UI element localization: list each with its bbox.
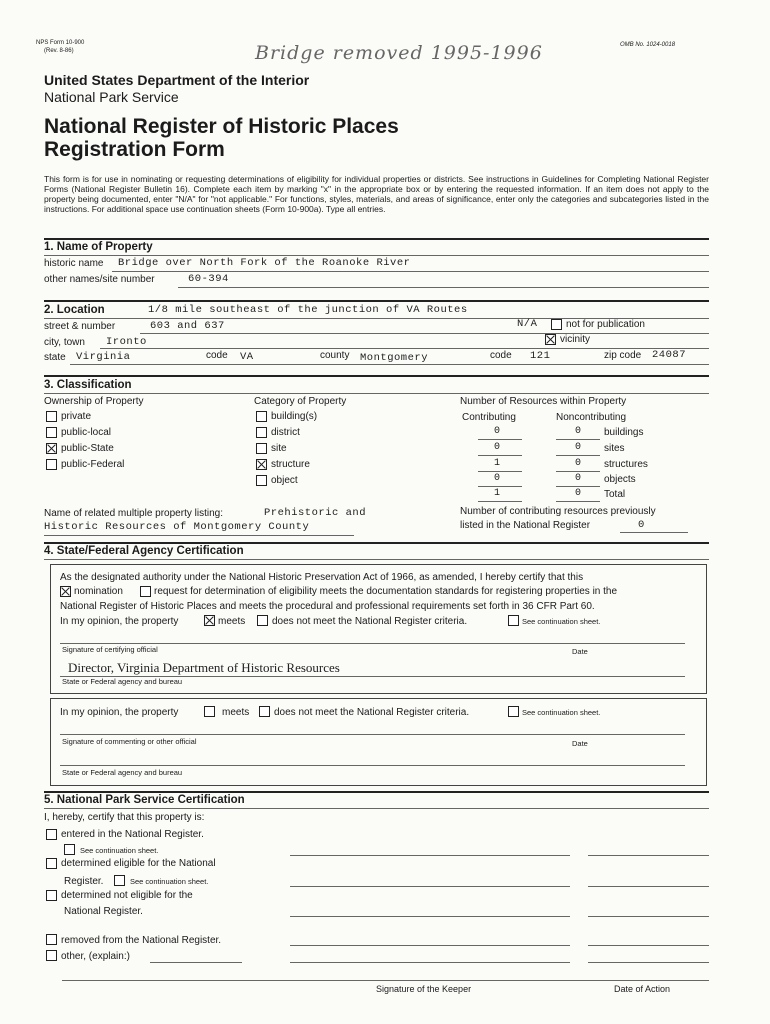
cert-text-c: National Register of Historic Places and meets the procedural and professional requirements set forth in 36 CFR Part 60.: [60, 601, 595, 612]
other-names-value[interactable]: 60-394: [188, 273, 229, 285]
meets-checkbox[interactable]: [204, 615, 215, 626]
county-code-value[interactable]: 121: [530, 350, 551, 362]
meets2-label: meets: [222, 707, 250, 718]
opinion-label: In my opinion, the property: [60, 616, 179, 627]
contributing-header: Contributing: [462, 412, 516, 423]
vicinity-checkbox[interactable]: [545, 334, 556, 345]
noncontrib-objects[interactable]: 0: [574, 473, 581, 484]
city-value[interactable]: Ironto: [106, 336, 147, 348]
opinion2-label: In my opinion, the property: [60, 707, 179, 718]
previous-listed-label-2: listed in the National Register: [460, 520, 591, 531]
other-checkbox[interactable]: [46, 950, 57, 961]
removed-checkbox[interactable]: [46, 934, 57, 945]
section-2-title: 2. Location: [44, 304, 105, 316]
contrib-objects[interactable]: 0: [493, 473, 500, 484]
not-for-publication-checkbox[interactable]: [551, 319, 562, 330]
see-cont-2-label: See continuation sheet.: [130, 877, 209, 886]
type-total: Total: [604, 489, 626, 500]
category-structure-label: structure: [271, 459, 310, 470]
other-label: other, (explain:): [61, 951, 130, 962]
entered-checkbox[interactable]: [46, 829, 57, 840]
zip-value[interactable]: 24087: [652, 349, 687, 361]
category-label: Category of Property: [254, 396, 347, 407]
removed-label: removed from the National Register.: [61, 935, 222, 946]
contrib-total[interactable]: 1: [493, 488, 500, 499]
ownership-label: Ownership of Property: [44, 396, 144, 407]
noncontributing-header: Noncontributing: [556, 412, 627, 423]
not-eligible-label-1: determined not eligible for the: [61, 890, 193, 901]
type-objects: objects: [604, 474, 636, 485]
code-label: code: [206, 350, 228, 361]
section-3-title: 3. Classification: [44, 379, 132, 391]
category-district-checkbox[interactable]: [256, 427, 267, 438]
state-label: state: [44, 352, 66, 363]
ownership-public-federal-label: public-Federal: [61, 459, 125, 470]
not-for-publication-label: not for publication: [566, 319, 645, 330]
department: United States Department of the Interior: [44, 72, 310, 88]
ownership-private-label: private: [61, 411, 92, 422]
street-label: street & number: [44, 321, 116, 332]
county-code-label: code: [490, 350, 512, 361]
section-5-title: 5. National Park Service Certification: [44, 794, 245, 806]
category-district-label: district: [271, 427, 300, 438]
type-sites: sites: [604, 443, 625, 454]
category-buildings-checkbox[interactable]: [256, 411, 267, 422]
ownership-public-state-checkbox[interactable]: [46, 443, 57, 454]
contrib-structures[interactable]: 1: [493, 458, 500, 469]
location-value[interactable]: 1/8 mile southeast of the junction of VA Routes: [148, 304, 468, 316]
eligible-label-1: determined eligible for the National: [61, 858, 216, 869]
nomination-checkbox[interactable]: [60, 586, 71, 597]
see-cont-1-label: See continuation sheet.: [80, 846, 159, 855]
service: National Park Service: [44, 89, 179, 105]
ownership-public-local-checkbox[interactable]: [46, 427, 57, 438]
eligible-label-2: Register.: [64, 876, 104, 887]
na-value[interactable]: N/A: [517, 318, 538, 330]
noncontrib-total[interactable]: 0: [574, 488, 581, 499]
eligible-checkbox[interactable]: [46, 858, 57, 869]
city-label: city, town: [44, 337, 85, 348]
continuation-sheet-label: See continuation sheet.: [522, 617, 601, 626]
contrib-sites[interactable]: 0: [493, 442, 500, 453]
section-4-title: 4. State/Federal Agency Certification: [44, 545, 244, 557]
category-structure-checkbox[interactable]: [256, 459, 267, 470]
code-value[interactable]: VA: [240, 351, 254, 363]
ownership-public-federal-checkbox[interactable]: [46, 459, 57, 470]
previous-listed-value[interactable]: 0: [638, 519, 645, 531]
does-not-meet-checkbox[interactable]: [257, 615, 268, 626]
historic-name-value[interactable]: Bridge over North Fork of the Roanoke River: [118, 257, 411, 269]
nomination-label: nomination: [74, 586, 123, 597]
not-eligible-label-2: National Register.: [64, 906, 143, 917]
category-object-label: object: [271, 475, 298, 486]
multiple-listing-value-1[interactable]: Prehistoric and: [264, 507, 367, 519]
see-cont-1-checkbox[interactable]: [64, 844, 75, 855]
does-not-meet-label: does not meet the National Register criteria.: [272, 616, 468, 627]
category-object-checkbox[interactable]: [256, 475, 267, 486]
meets2-checkbox[interactable]: [204, 706, 215, 717]
section-1-title: 1. Name of Property: [44, 241, 153, 253]
cert-text-a: As the designated authority under the National Historic Preservation Act of 1966, as amended, I hereby certify that this: [60, 572, 584, 583]
meets-label: meets: [218, 616, 246, 627]
ownership-private-checkbox[interactable]: [46, 411, 57, 422]
zip-label: zip code: [604, 350, 642, 361]
form-title-1: National Register of Historic Places: [44, 115, 399, 138]
noncontrib-buildings[interactable]: 0: [574, 426, 581, 437]
signature2-label: Signature of commenting or other official: [62, 737, 197, 746]
multiple-listing-label: Name of related multiple property listing:: [44, 508, 223, 519]
continuation-sheet-checkbox[interactable]: [508, 615, 519, 626]
type-structures: structures: [604, 459, 648, 470]
noncontrib-sites[interactable]: 0: [574, 442, 581, 453]
historic-name-label: historic name: [44, 258, 104, 269]
handwritten-note: Bridge removed 1995-1996: [255, 42, 543, 64]
continuation-sheet2-checkbox[interactable]: [508, 706, 519, 717]
state-value[interactable]: Virginia: [76, 351, 131, 363]
county-label: county: [320, 350, 350, 361]
ownership-public-state-label: public-State: [61, 443, 114, 454]
category-site-label: site: [271, 443, 287, 454]
continuation-sheet2-label: See continuation sheet.: [522, 708, 601, 717]
other-names-label: other names/site number: [44, 274, 155, 285]
contrib-buildings[interactable]: 0: [493, 426, 500, 437]
multiple-listing-value-2[interactable]: Historic Resources of Montgomery County: [44, 521, 310, 533]
see-cont-2-checkbox[interactable]: [114, 875, 125, 886]
form-number: NPS Form 10-900: [36, 40, 85, 46]
does-not-meet2-checkbox[interactable]: [259, 706, 270, 717]
cert-text-b: request for determination of eligibility meets the documentation standards for registering properties in the: [154, 586, 618, 597]
street-value[interactable]: 603 and 637: [150, 320, 225, 332]
date-label: Date: [572, 647, 588, 656]
does-not-meet2-label: does not meet the National Register criteria.: [274, 707, 470, 718]
county-value[interactable]: Montgomery: [360, 352, 429, 364]
type-buildings: buildings: [604, 427, 644, 438]
category-site-checkbox[interactable]: [256, 443, 267, 454]
agency-label: State or Federal agency and bureau: [62, 677, 183, 686]
previous-listed-label-1: Number of contributing resources previously: [460, 506, 656, 517]
intro-text: This form is for use in nominating or requesting determinations of eligibility for individual properties or districts. See instructions in Guidelines for Completing National Register Forms (National Register Bulletin 16). Complete each item by marking "x" in the appropriate box or by entering the requested information. If an item does not apply to the property being documented, enter "N/A" for "not applicable." For functions, styles, materials, and areas of significance, enter only the categories and subcategories listed in the instructions. For additional space use continuation sheets (Form 10-900a). Type all entries.: [44, 174, 709, 214]
ownership-public-local-label: public-local: [61, 427, 112, 438]
agency-value[interactable]: Director, Virginia Department of Historic Resources: [68, 660, 340, 675]
date-of-action-label: Date of Action: [614, 984, 671, 994]
request-eligibility-checkbox[interactable]: [140, 586, 151, 597]
date2-label: Date: [572, 739, 588, 748]
agency2-label: State or Federal agency and bureau: [62, 768, 183, 777]
not-eligible-checkbox[interactable]: [46, 890, 57, 901]
entered-label: entered in the National Register.: [61, 829, 204, 840]
signature-label: Signature of certifying official: [62, 645, 158, 654]
category-buildings-label: building(s): [271, 411, 318, 422]
vicinity-label: vicinity: [560, 334, 591, 345]
certify-text: I, hereby, certify that this property is:: [44, 812, 205, 823]
resources-label: Number of Resources within Property: [460, 396, 627, 407]
noncontrib-structures[interactable]: 0: [574, 458, 581, 469]
omb-number: OMB No. 1024-0018: [620, 42, 676, 48]
form-title-2: Registration Form: [44, 138, 225, 161]
form-revision: (Rev. 8-86): [44, 48, 74, 54]
keeper-signature-label: Signature of the Keeper: [376, 984, 472, 994]
